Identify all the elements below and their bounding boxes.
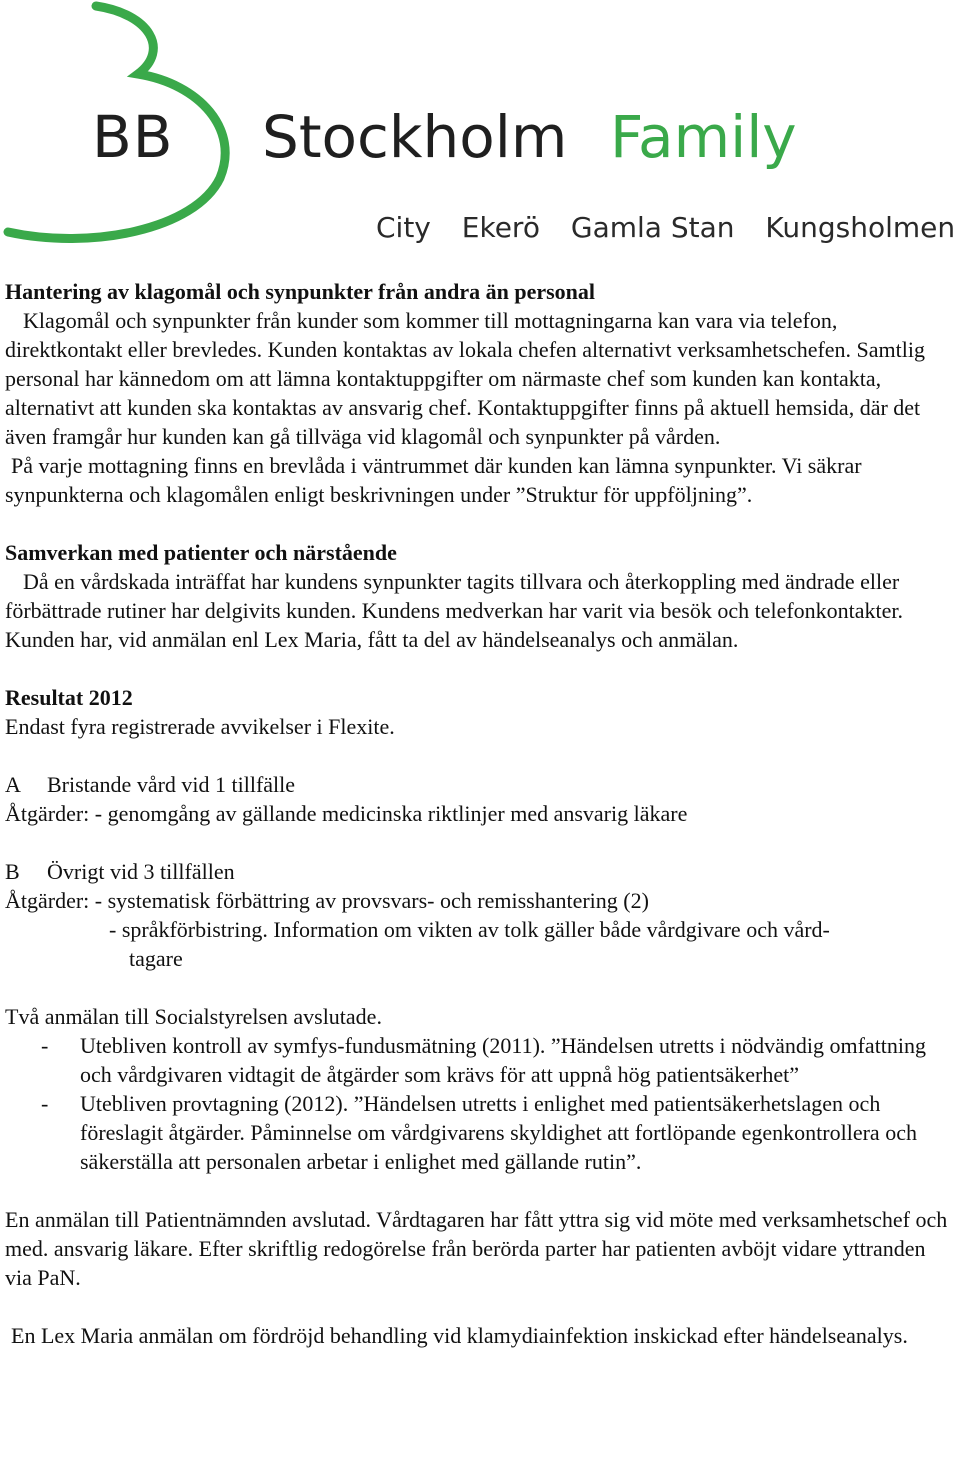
item-b-action-1: Åtgärder: - systematisk förbättring av provsvars- och remisshantering (2) (5, 888, 649, 913)
location-ekero: Ekerö (461, 211, 540, 244)
list-item: - Utebliven kontroll av symfys-fundusmätning (2011). ”Händelsen utretts i nödvändig omfattning och vårdgivaren vidtagit de åtgärder som krävs för att uppnå hög patientsäkerhet” (41, 1033, 927, 1087)
list-item: - Utebliven provtagning (2012). ”Händelsen utretts i enlighet med patientsäkerhetslagen och föreslagit åtgärder. Påminnelse om vårdgivarens skyldighet att fortlöpande egenkontrollera och säkerställa att personalen arbetar i enlighet med gällande rutin”. (41, 1091, 917, 1174)
item-a: A Bristande vård vid 1 tillfälle (5, 772, 296, 797)
section-heading-results: Resultat 2012 (5, 685, 133, 710)
complaints-paragraph: Klagomål och synpunkter från kunder som kommer till mottagningarna kan vara via telefon, direktkontakt eller brevledes. Kunden kontaktas av lokala chefen alternativt verksamhetschefen. Samtlig personal har kännedom om att lämna kontaktuppgifter om närmaste chef som kunden kan kontakta, alternativt att kunden ska kontaktas av ansvarig chef. Kontaktuppgifter finns på aktuell hemsida, där det även framgår hur kunden kan gå tillväga vid klagomål och synpunkter på vården. (5, 308, 926, 449)
cooperation-paragraph: Då en vårdskada inträffat har kundens synpunkter tagits tillvara och återkoppling med ändrade eller förbättrade rutiner har delgivits kunden. Kundens medverkan har varit via besök och telefonkontakter. Kunden har, vid anmälan enl Lex Maria, fått ta del av händelseanalys och anmälan. (5, 569, 904, 652)
results-intro: Endast fyra registrerade avvikelser i Flexite. (5, 714, 395, 739)
document-body (5, 277, 957, 1350)
section-heading-cooperation: Samverkan med patienter och närstående (5, 540, 397, 565)
brand-stockholm: Stockholm (262, 103, 568, 171)
location-kungsholmen: Kungsholmen (765, 211, 956, 244)
location-list (376, 211, 960, 244)
brand-bb: BB (92, 103, 174, 171)
item-b-action-2-cont: tagare (129, 946, 183, 971)
brand-family: Family (610, 103, 797, 171)
section-heading-complaints: Hantering av klagomål och synpunkter från andra än personal (5, 279, 596, 304)
item-a-action: Åtgärder: - genomgång av gällande medicinska riktlinjer med ansvarig läkare (5, 801, 688, 826)
item-b: B Övrigt vid 3 tillfällen (5, 859, 235, 884)
location-city: City (376, 211, 431, 244)
item-b-action-2: - språkförbistring. Information om vikten av tolk gäller både vårdgivare och vård- (109, 917, 830, 942)
lex-maria-paragraph: En Lex Maria anmälan om fördröjd behandling vid klamydiainfektion inskickad efter händelseanalys. (11, 1323, 908, 1348)
header (0, 0, 960, 262)
patient-board-paragraph: En anmälan till Patientnämnden avslutad. Vårdtagaren har fått yttra sig vid möte med verksamhetschef och med. ansvarig läkare. Efter skriftlig redogörelse från berörda parter har patienten avböjt vidare yttranden via PaN. (5, 1207, 948, 1290)
socialstyrelsen-summary: Två anmälan till Socialstyrelsen avslutade. (5, 1004, 382, 1029)
location-gamla-stan: Gamla Stan (570, 211, 735, 244)
mailbox-paragraph: På varje mottagning finns en brevlåda i väntrummet där kunden kan lämna synpunkter. Vi säkrar synpunkterna och klagomålen enligt beskrivningen under ”Struktur för uppföljning”. (5, 453, 862, 507)
